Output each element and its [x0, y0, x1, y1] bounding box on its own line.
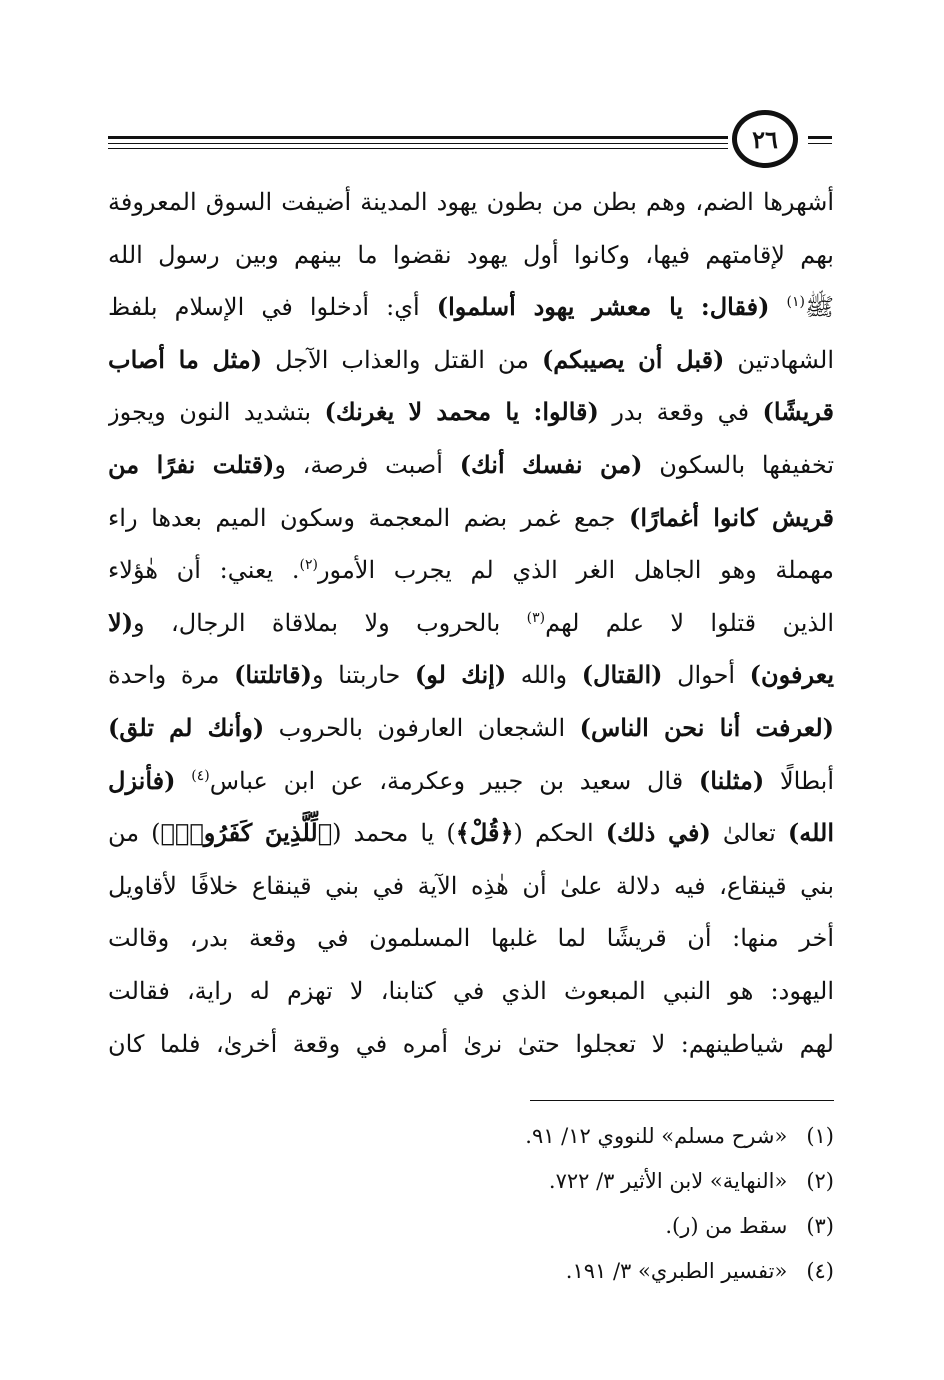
quoted-text: يعرفون)	[749, 660, 834, 690]
text-segment: جمع غمر بضم المعجمة وسكون الميم بعدها راء	[108, 503, 629, 532]
text-line	[108, 912, 834, 965]
quoted-text: (فقال: يا معشر يهود أسلموا)	[436, 292, 770, 322]
text-segment: حاربتنا و	[311, 661, 415, 690]
text-line	[108, 965, 834, 1018]
quoted-text: (وأنك لم تلق)	[108, 712, 265, 742]
quoted-text: ﴿قُلْ﴾	[455, 818, 514, 848]
text-segment: أشهرها الضم، وهم بطن من بطون يهود المدينة أضيفت السوق المعروفة	[108, 188, 834, 216]
footnote-divider	[530, 1100, 834, 1101]
text-segment: أحوال	[662, 661, 750, 690]
quoted-text: (قالوا: يا محمد لا يغرنك)	[324, 397, 599, 427]
text-segment: ) من	[108, 819, 161, 848]
quoted-text: (إنك لو)	[414, 660, 507, 690]
text-segment: أي: أدخلوا في الإسلام بلفظ	[108, 293, 437, 322]
main-text	[108, 176, 834, 1070]
text-segment: من القتل والعذاب الآجل	[262, 345, 542, 374]
text-segment: الشجعان العارفون بالحروب	[264, 713, 580, 742]
text-segment	[769, 293, 786, 321]
page-number: ٢٦	[732, 110, 798, 168]
quoted-text: (لعرفت أنا نحن الناس)	[579, 712, 834, 742]
text-line	[108, 386, 834, 439]
footnote-number: (٤)	[806, 1259, 834, 1283]
quoted-text: قريشًا)	[762, 397, 834, 427]
text-segment: بني قينقاع، فيه دلالة علىٰ أن هٰذِه الآية في بني قينقاع خلافًا لأقاويل	[108, 871, 834, 900]
text-segment: بالحروب ولا بملاقاة الرجال، و	[133, 608, 527, 637]
text-line	[108, 702, 834, 755]
footnote-number: (٣)	[806, 1214, 834, 1238]
text-segment: اليهود: هو النبي المبعوث الذي في كتابنا، لا تهزم له راية، فقالت	[108, 976, 834, 1005]
quoted-text: ﴿لِّلَّذِينَ كَفَرُوا۟﴾	[160, 818, 333, 848]
footnote-marker: (٢)	[299, 557, 318, 574]
text-line	[108, 492, 834, 545]
quoted-text: (لا	[108, 607, 134, 637]
quoted-text: (فأنزل	[108, 765, 176, 795]
text-segment: قال سعيد بن جبير وعكرمة، عن ابن عباس	[209, 766, 699, 795]
footnote-text: «النهاية» لابن الأثير ٣/ ٧٢٢.	[548, 1169, 794, 1193]
text-segment: مرة واحدة	[108, 661, 235, 690]
quoted-text: (قبل أن يصيبكم)	[541, 344, 725, 374]
text-segment: الشهادتين	[724, 345, 834, 374]
text-segment: تعالىٰ	[710, 819, 788, 848]
text-line	[108, 281, 834, 334]
text-line	[108, 755, 834, 808]
text-segment: الذين قتلوا لا علم لهم	[545, 608, 834, 637]
footnote-marker: (٣)	[526, 609, 546, 626]
text-segment: في وقعة بدر	[598, 398, 763, 427]
text-line	[108, 860, 834, 913]
text-segment: أخر منها: أن قريشًا لما غلبها المسلمون في وقعة بدر، وقالت	[108, 924, 834, 953]
footnote-number: (١)	[806, 1124, 834, 1148]
text-segment: أصبت فرصة، و	[274, 450, 460, 479]
text-segment	[176, 767, 192, 795]
text-line	[108, 334, 834, 387]
text-line	[108, 229, 834, 282]
quoted-text: (القتال)	[581, 660, 663, 690]
text-line	[108, 1018, 834, 1071]
text-segment: مهملة وهو الجاهل الغر الذي لم يجرب الأمور	[317, 556, 834, 585]
quoted-text: الله)	[787, 818, 834, 848]
text-line	[108, 176, 834, 229]
footnote-text: «تفسير الطبري» ٣/ ١٩١.	[565, 1259, 794, 1283]
text-segment: لهم شياطينهم: لا تعجلوا حتىٰ نرىٰ أمره في وقعة أخرىٰ، فلما كان	[108, 1029, 834, 1058]
footnotes	[300, 1114, 834, 1294]
footnote	[300, 1204, 834, 1249]
text-segment: الحكم (	[513, 819, 606, 848]
text-segment: . يعني: أن هٰؤلاء	[108, 556, 300, 585]
footnote	[300, 1159, 834, 1204]
page-header	[108, 110, 832, 176]
text-line	[108, 649, 834, 702]
text-segment: أبطالًا	[764, 766, 834, 795]
header-rule	[108, 148, 728, 149]
text-segment: والله	[506, 661, 582, 690]
quoted-text: (قاتلتنا)	[234, 660, 312, 690]
text-segment: ) يا محمد (	[332, 819, 456, 848]
text-line	[108, 544, 834, 597]
footnote-text: «شرح مسلم» للنووي ١٢/ ٩١.	[525, 1124, 794, 1148]
header-rule	[108, 143, 728, 144]
quoted-text: (من نفسك أنك)	[459, 449, 643, 479]
header-rule	[808, 143, 832, 144]
header-rule	[108, 136, 728, 139]
quoted-text: (في ذلك)	[605, 818, 711, 848]
text-segment: بهم لإقامتهم فيها، وكانوا أول يهود نقضوا ما بينهم وبين رسول الله	[108, 240, 834, 269]
text-segment: بتشديد النون ويجوز	[108, 398, 325, 427]
text-line	[108, 807, 834, 860]
text-segment: ﷺ	[805, 293, 834, 322]
quoted-text: (مثل ما أصاب	[108, 344, 263, 374]
footnote-marker: (١)	[786, 294, 805, 311]
text-line	[108, 597, 834, 650]
quoted-text: قريش كانوا أغمارًا)	[628, 502, 834, 532]
footnote-text: سقط من (ر).	[665, 1214, 794, 1238]
footnote	[300, 1114, 834, 1159]
footnote-number: (٢)	[806, 1169, 834, 1193]
text-line	[108, 439, 834, 492]
quoted-text: (مثلنا)	[698, 765, 765, 795]
header-rule	[808, 136, 832, 139]
quoted-text: (قتلت نفرًا من	[108, 449, 275, 479]
footnote	[300, 1249, 834, 1294]
text-segment: تخفيفها بالسكون	[642, 450, 834, 479]
footnote-marker: (٤)	[191, 767, 210, 784]
